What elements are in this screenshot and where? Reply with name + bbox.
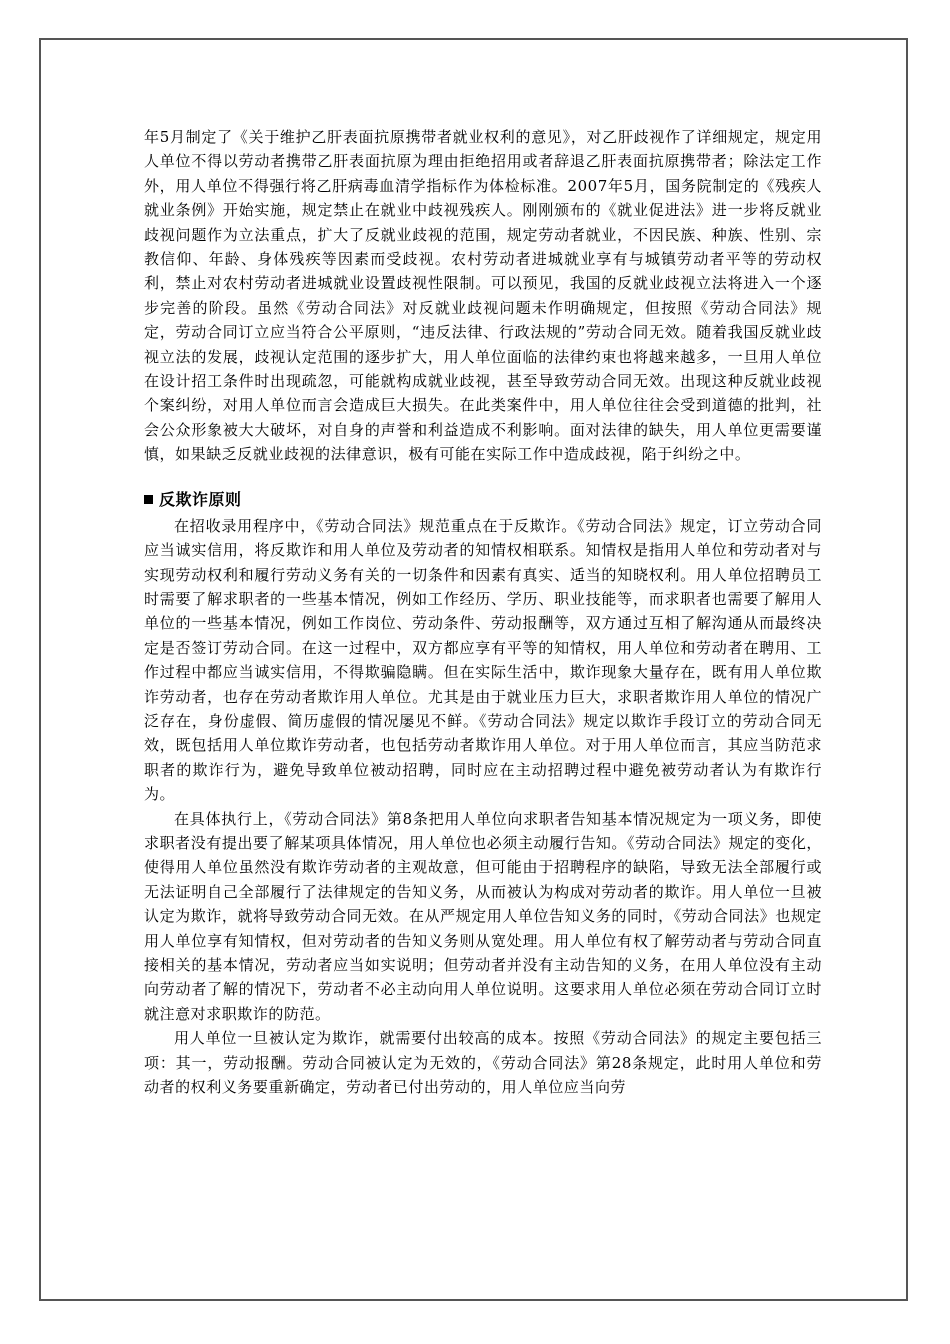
section-heading-text: 反欺诈原则 bbox=[159, 489, 242, 509]
document-body bbox=[144, 125, 822, 1099]
square-bullet-icon bbox=[144, 495, 153, 504]
paragraph-fraud-cost: 用人单位一旦被认定为欺诈，就需要付出较高的成本。按照《劳动合同法》的规定主要包括三项：其一，劳动报酬。劳动合同被认定为无效的，《劳动合同法》第28条规定，此时用人单位和劳动者的权利义务要重新确定，劳动者已付出劳动的，用人单位应当向劳 bbox=[144, 1029, 822, 1097]
paragraph-anti-fraud: 在招收录用程序中，《劳动合同法》规范重点在于反欺诈。《劳动合同法》规定，订立劳动合同应当诚实信用，将反欺诈和用人单位及劳动者的知情权相联系。知情权是指用人单位和劳动者对与实现劳动权利和履行劳动义务有关的一切条件和因素有真实、适当的知晓权利。用人单位招聘员工时需要了解求职者的一些基本情况，例如工作经历、学历、职业技能等，而求职者也需要了解用人单位的一些基本情况，例如工作岗位、劳动条件、劳动报酬等，双方通过互相了解沟通从而最终决定是否签订劳动合同。在这一过程中，双方都应享有平等的知情权，用人单位和劳动者在聘用、工作过程中都应当诚实信用，不得欺骗隐瞒。但在实际生活中，欺诈现象大量存在，既有用人单位欺诈劳动者，也存在劳动者欺诈用人单位。尤其是由于就业压力巨大，求职者欺诈用人单位的情况广泛存在，身份虚假、简历虚假的情况屡见不鲜。《劳动合同法》规定以欺诈手段订立的劳动合同无效，既包括用人单位欺诈劳动者，也包括劳动者欺诈用人单位。对于用人单位而言，其应当防范求职者的欺诈行为，避免导致单位被动招聘，同时应在主动招聘过程中避免被劳动者认为有欺诈行为。 bbox=[144, 516, 822, 804]
paragraph-anti-discrimination: 年5月制定了《关于维护乙肝表面抗原携带者就业权利的意见》，对乙肝歧视作了详细规定，规定用人单位不得以劳动者携带乙肝表面抗原为理由拒绝招用或者辞退乙肝表面抗原携带者；除法定工作外，用人单位不得强行将乙肝病毒血清学指标作为体检标准。2007年5月，国务院制定的《残疾人就业条例》开始实施，规定禁止在就业中歧视残疾人。刚刚颁布的《就业促进法》进一步将反就业歧视问题作为立法重点，扩大了反就业歧视的范围，规定劳动者就业，不因民族、种族、性别、宗教信仰、年龄、身体残疾等因素而受歧视。农村劳动者进城就业享有与城镇劳动者平等的劳动权利，禁止对农村劳动者进城就业设置歧视性限制。可以预见，我国的反就业歧视立法将进入一个逐步完善的阶段。虽然《劳动合同法》对反就业歧视问题未作明确规定，但按照《劳动合同法》规定，劳动合同订立应当符合公平原则，“违反法律、行政法规的”劳动合同无效。随着我国反就业歧视立法的发展，歧视认定范围的逐步扩大，用人单位面临的法律约束也将越来越多，一旦用人单位在设计招工条件时出现疏忽，可能就构成就业歧视，甚至导致劳动合同无效。出现这种反就业歧视个案纠纷，对用人单位而言会造成巨大损失。在此类案件中，用人单位往往会受到道德的批判，社会公众形象被大大破坏，对自身的声誉和利益造成不利影响。面对法律的缺失，用人单位更需要谨慎，如果缺乏反就业歧视的法律意识，极有可能在实际工作中造成歧视，陷于纠纷之中。 bbox=[144, 128, 822, 464]
section-heading bbox=[144, 488, 822, 512]
paragraph-implementation: 在具体执行上，《劳动合同法》第8条把用人单位向求职者告知基本情况规定为一项义务，即使求职者没有提出要了解某项具体情况，用人单位也必须主动履行告知。《劳动合同法》规定的变化，使得用人单位虽然没有欺诈劳动者的主观故意，但可能由于招聘程序的缺陷，导致无法全部履行或无法证明自己全部履行了法律规定的告知义务，从而被认为构成对劳动者的欺诈。用人单位一旦被认定为欺诈，就将导致劳动合同无效。在从严规定用人单位告知义务的同时，《劳动合同法》也规定用人单位享有知情权，但对劳动者的告知义务则从宽处理。用人单位有权了解劳动者与劳动合同直接相关的基本情况，劳动者应当如实说明；但劳动者并没有主动告知的义务，在用人单位没有主动向劳动者了解的情况下，劳动者不必主动向用人单位说明。这要求用人单位必须在劳动合同订立时就注意对求职欺诈的防范。 bbox=[144, 809, 822, 1023]
